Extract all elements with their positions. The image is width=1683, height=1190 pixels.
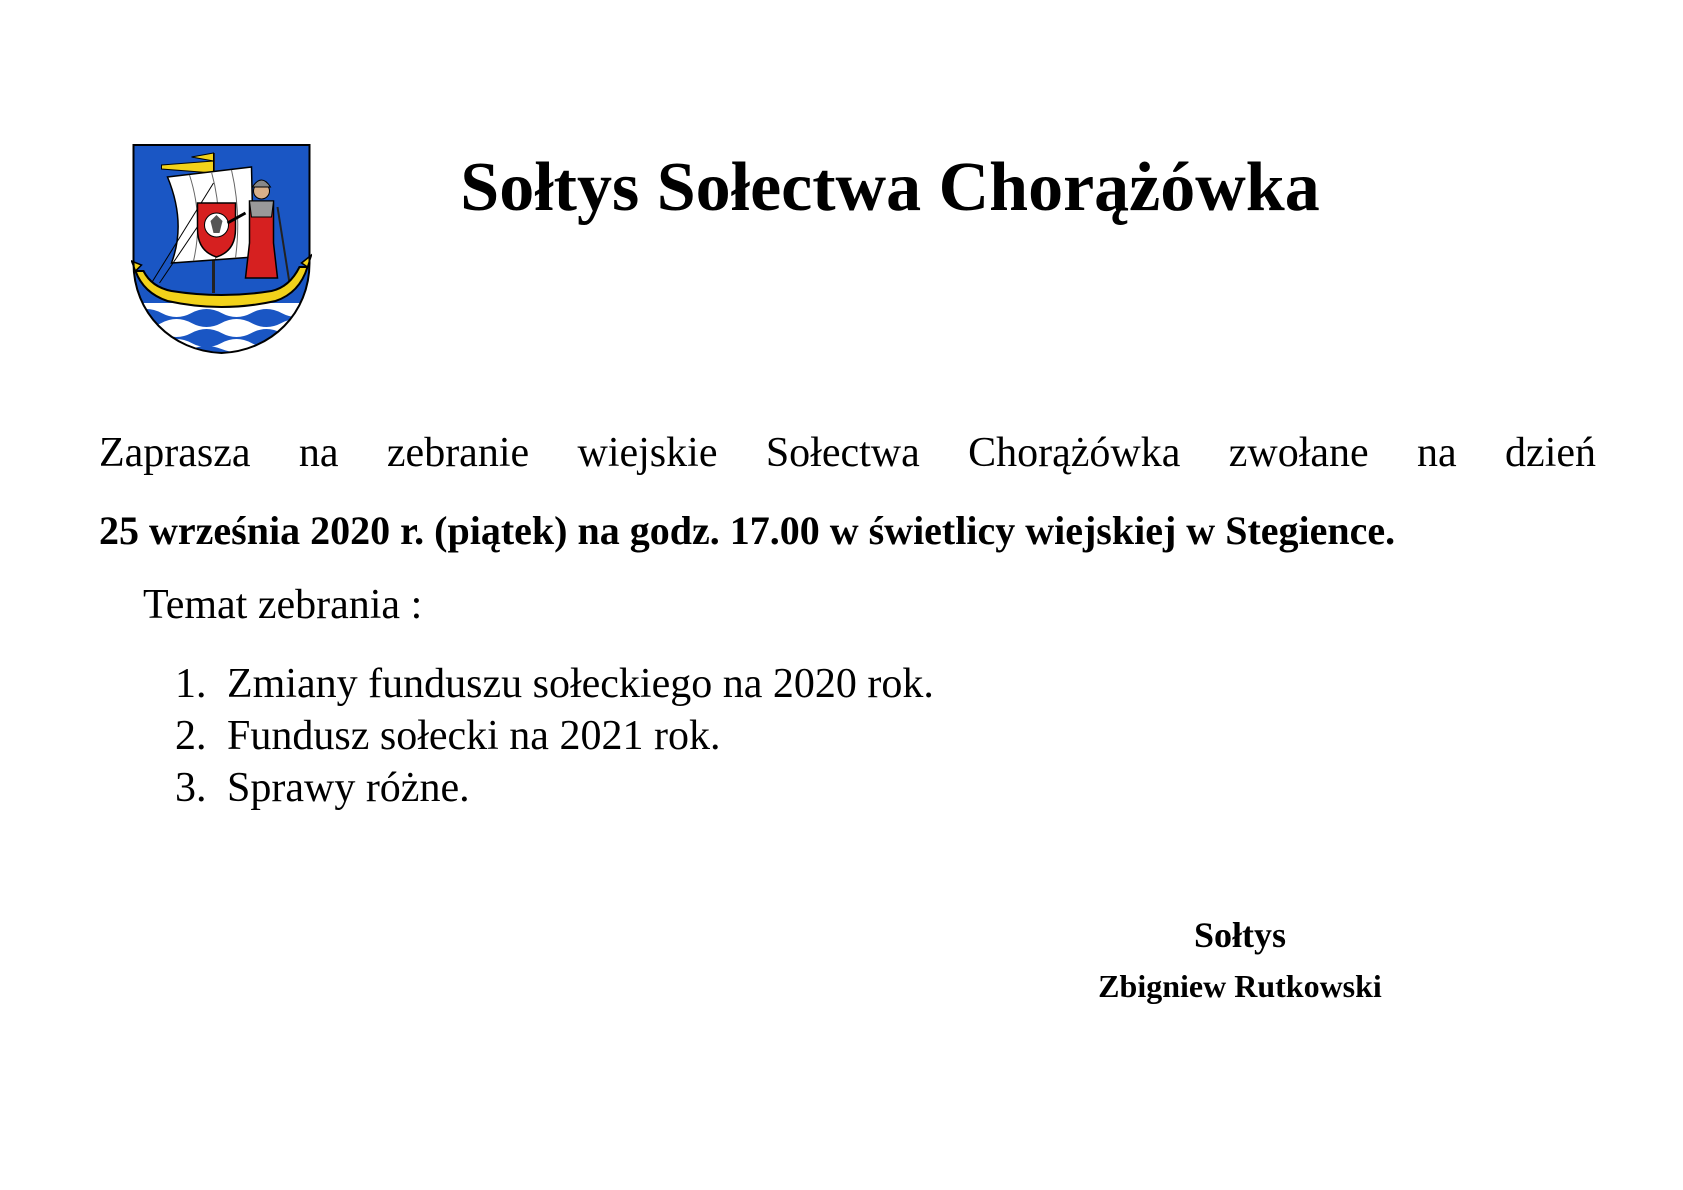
- signature-name: Zbigniew Rutkowski: [1098, 968, 1382, 1004]
- meeting-date-location: 25 września 2020 r. (piątek) na godz. 17.00 w świetlicy wiejskiej w Stegience.: [99, 508, 1396, 553]
- signature-block: [1040, 912, 1440, 1008]
- agenda-heading: Temat zebrania :: [143, 582, 423, 628]
- list-item: [175, 710, 934, 762]
- agenda-list: [175, 658, 934, 814]
- list-item-text: Zmiany funduszu sołeckiego na 2020 rok.: [227, 661, 934, 707]
- list-item-text: Sprawy różne.: [227, 765, 470, 811]
- list-item-number: 3.: [175, 765, 207, 811]
- signature-role: Sołtys: [1193, 915, 1287, 955]
- list-item-number: 2.: [175, 713, 207, 759]
- list-item-number: 1.: [175, 661, 207, 707]
- coat-of-arms-icon: [131, 143, 312, 355]
- list-item: [175, 762, 934, 814]
- page-title: Sołtys Sołectwa Chorążówka: [460, 149, 1320, 226]
- list-item: [175, 658, 934, 710]
- invitation-text: Zaprasza na zebranie wiejskie Sołectwa Chorążówka zwołane na dzień: [99, 430, 1596, 476]
- list-item-text: Fundusz sołecki na 2021 rok.: [227, 713, 721, 759]
